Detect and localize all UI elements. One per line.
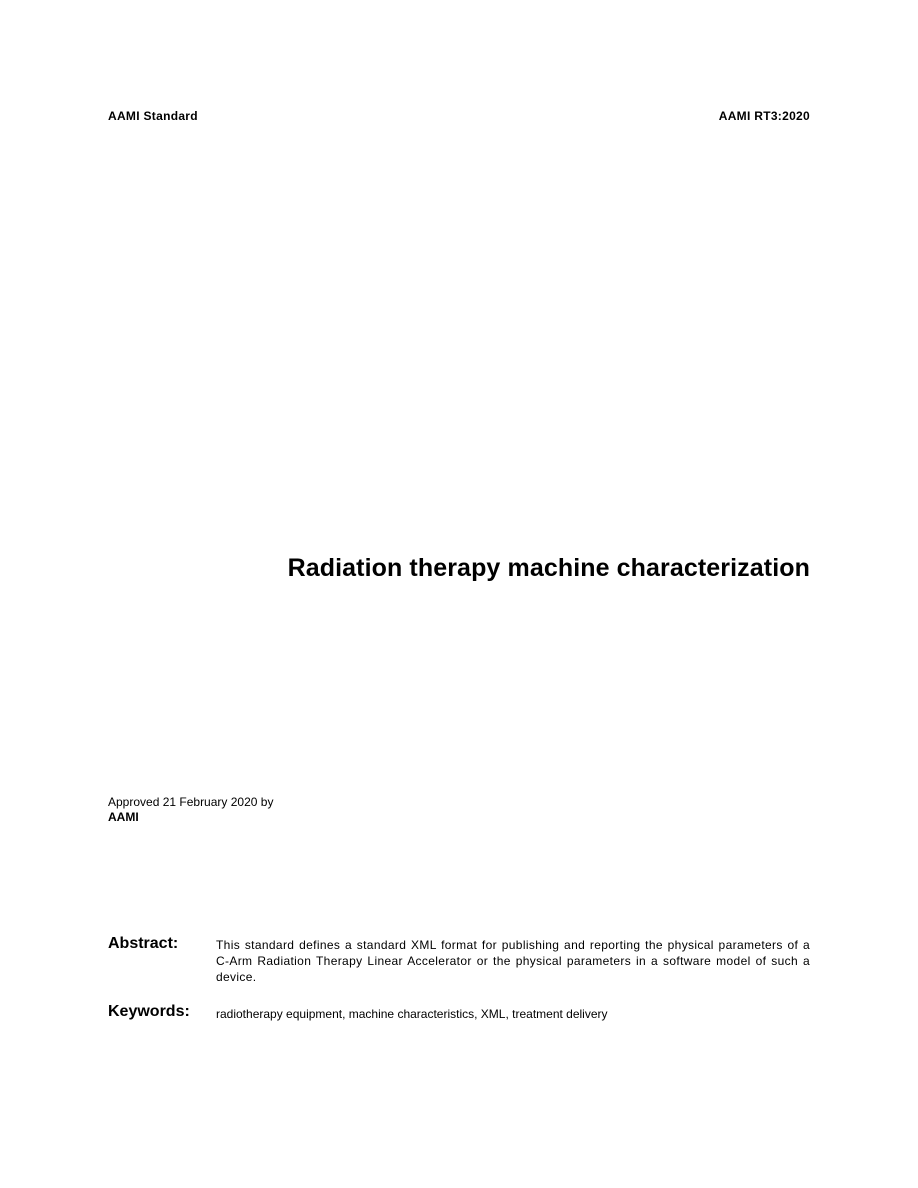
abstract-section bbox=[108, 934, 810, 985]
approval-organization: AAMI bbox=[108, 810, 139, 824]
document-title: Radiation therapy machine characterization bbox=[287, 554, 810, 582]
keywords-text: radiotherapy equipment, machine characteristics, XML, treatment delivery bbox=[216, 1007, 608, 1021]
abstract-text: This standard defines a standard XML format for publishing and reporting the physical parameters of a C-Arm Radiation Therapy Linear Accelerator or the physical parameters in a software model of such a device. bbox=[216, 938, 810, 984]
header-standard-label: AAMI Standard bbox=[108, 109, 198, 123]
approval-line: Approved 21 February 2020 by bbox=[108, 795, 274, 809]
keywords-section bbox=[108, 1002, 810, 1022]
abstract-label: Abstract: bbox=[108, 935, 179, 952]
header-standard-number: AAMI RT3:2020 bbox=[718, 109, 810, 123]
approval-block bbox=[108, 795, 273, 825]
keywords-label: Keywords: bbox=[108, 1003, 190, 1020]
